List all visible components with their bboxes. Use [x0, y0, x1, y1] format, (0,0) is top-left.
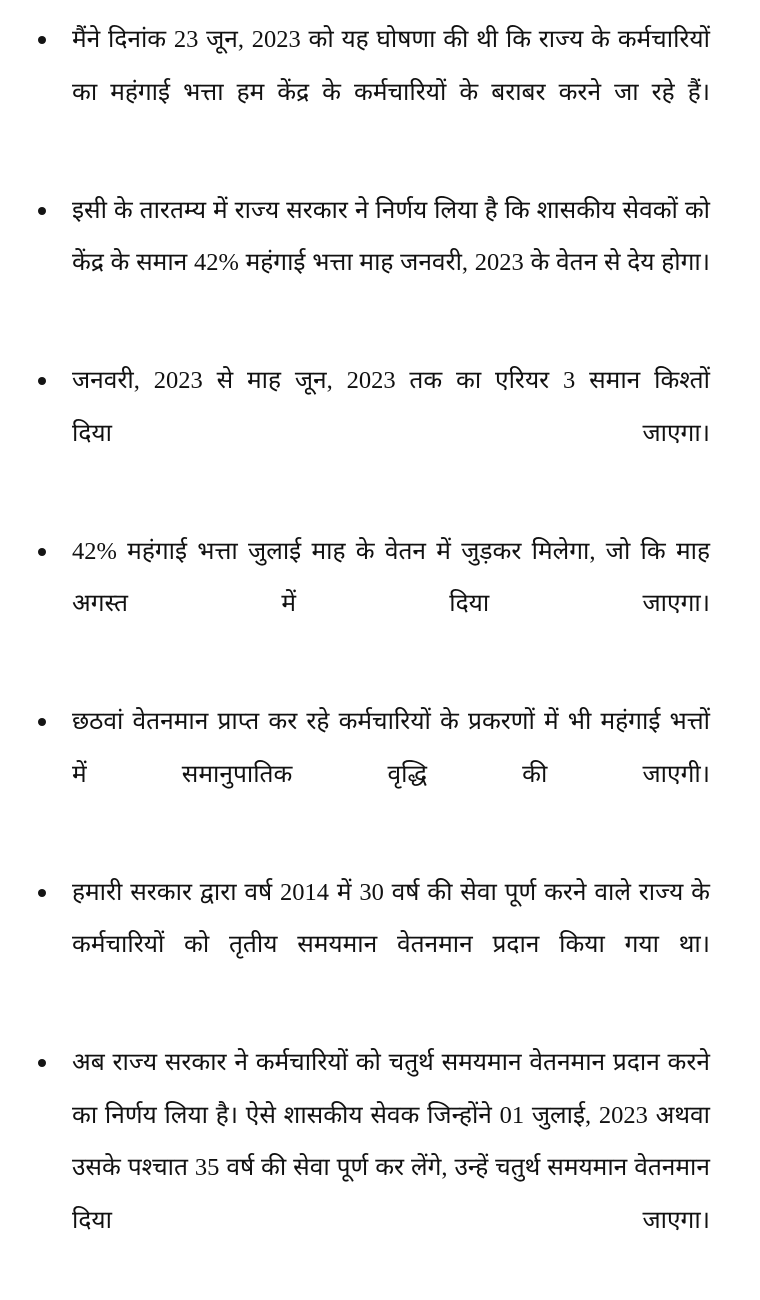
bullet-point-icon [38, 1059, 46, 1067]
list-item-text: छठवां वेतनमान प्राप्त कर रहे कर्मचारियों के प्रकरणों में भी महंगाई भत्तों में समानुपातिक वृद्धि की जाएगी। [72, 708, 710, 788]
list-item-text: हमारी सरकार द्वारा वर्ष 2014 में 30 वर्ष की सेवा पूर्ण करने वाले राज्य के कर्मचारियों को तृतीय समयमान वेतनमान प्रदान किया गया था। [72, 878, 710, 958]
list-item [38, 14, 710, 172]
bullet-point-icon [38, 718, 46, 726]
list-item-text: इसी के तारतम्य में राज्य सरकार ने निर्णय लिया है कि शासकीय सेवकों को केंद्र के समान 42% महंगाई भत्ता माह जनवरी, 2023 के वेतन से देय होगा। [72, 196, 710, 276]
list-item [38, 867, 710, 1025]
list-item [38, 526, 710, 684]
bullet-point-icon [38, 207, 46, 215]
list-item-text: 42% महंगाई भत्ता जुलाई माह के वेतन में जुड़कर मिलेगा, जो कि माह अगस्त में दिया जाएगा। [72, 537, 710, 617]
bullet-point-icon [38, 36, 46, 44]
announcement-bullet-list [38, 14, 710, 1300]
list-item [38, 696, 710, 854]
list-item-text: मैंने दिनांक 23 जून, 2023 को यह घोषणा की थी कि राज्य के कर्मचारियों का महंगाई भत्ता हम केंद्र के कर्मचारियों के बराबर करने जा रहे हैं। [72, 26, 710, 106]
list-item [38, 185, 710, 343]
bullet-point-icon [38, 377, 46, 385]
list-item-text: जनवरी, 2023 से माह जून, 2023 तक का एरियर 3 समान किश्तों दिया जाएगा। [72, 367, 710, 447]
bullet-point-icon [38, 889, 46, 897]
list-item-text: अब राज्य सरकार ने कर्मचारियों को चतुर्थ समयमान वेतनमान प्रदान करने का निर्णय लिया है। ऐसे शासकीय सेवक जिन्होंने 01 जुलाई, 2023 अथवा उसके पश्चात 35 वर्ष की सेवा पूर्ण कर लेंगे, उन्हें चतुर्थ समयमान वेतनमान दिया जाएगा। [72, 1049, 710, 1234]
list-item [38, 355, 710, 513]
bullet-point-icon [38, 548, 46, 556]
list-item [38, 1037, 710, 1300]
